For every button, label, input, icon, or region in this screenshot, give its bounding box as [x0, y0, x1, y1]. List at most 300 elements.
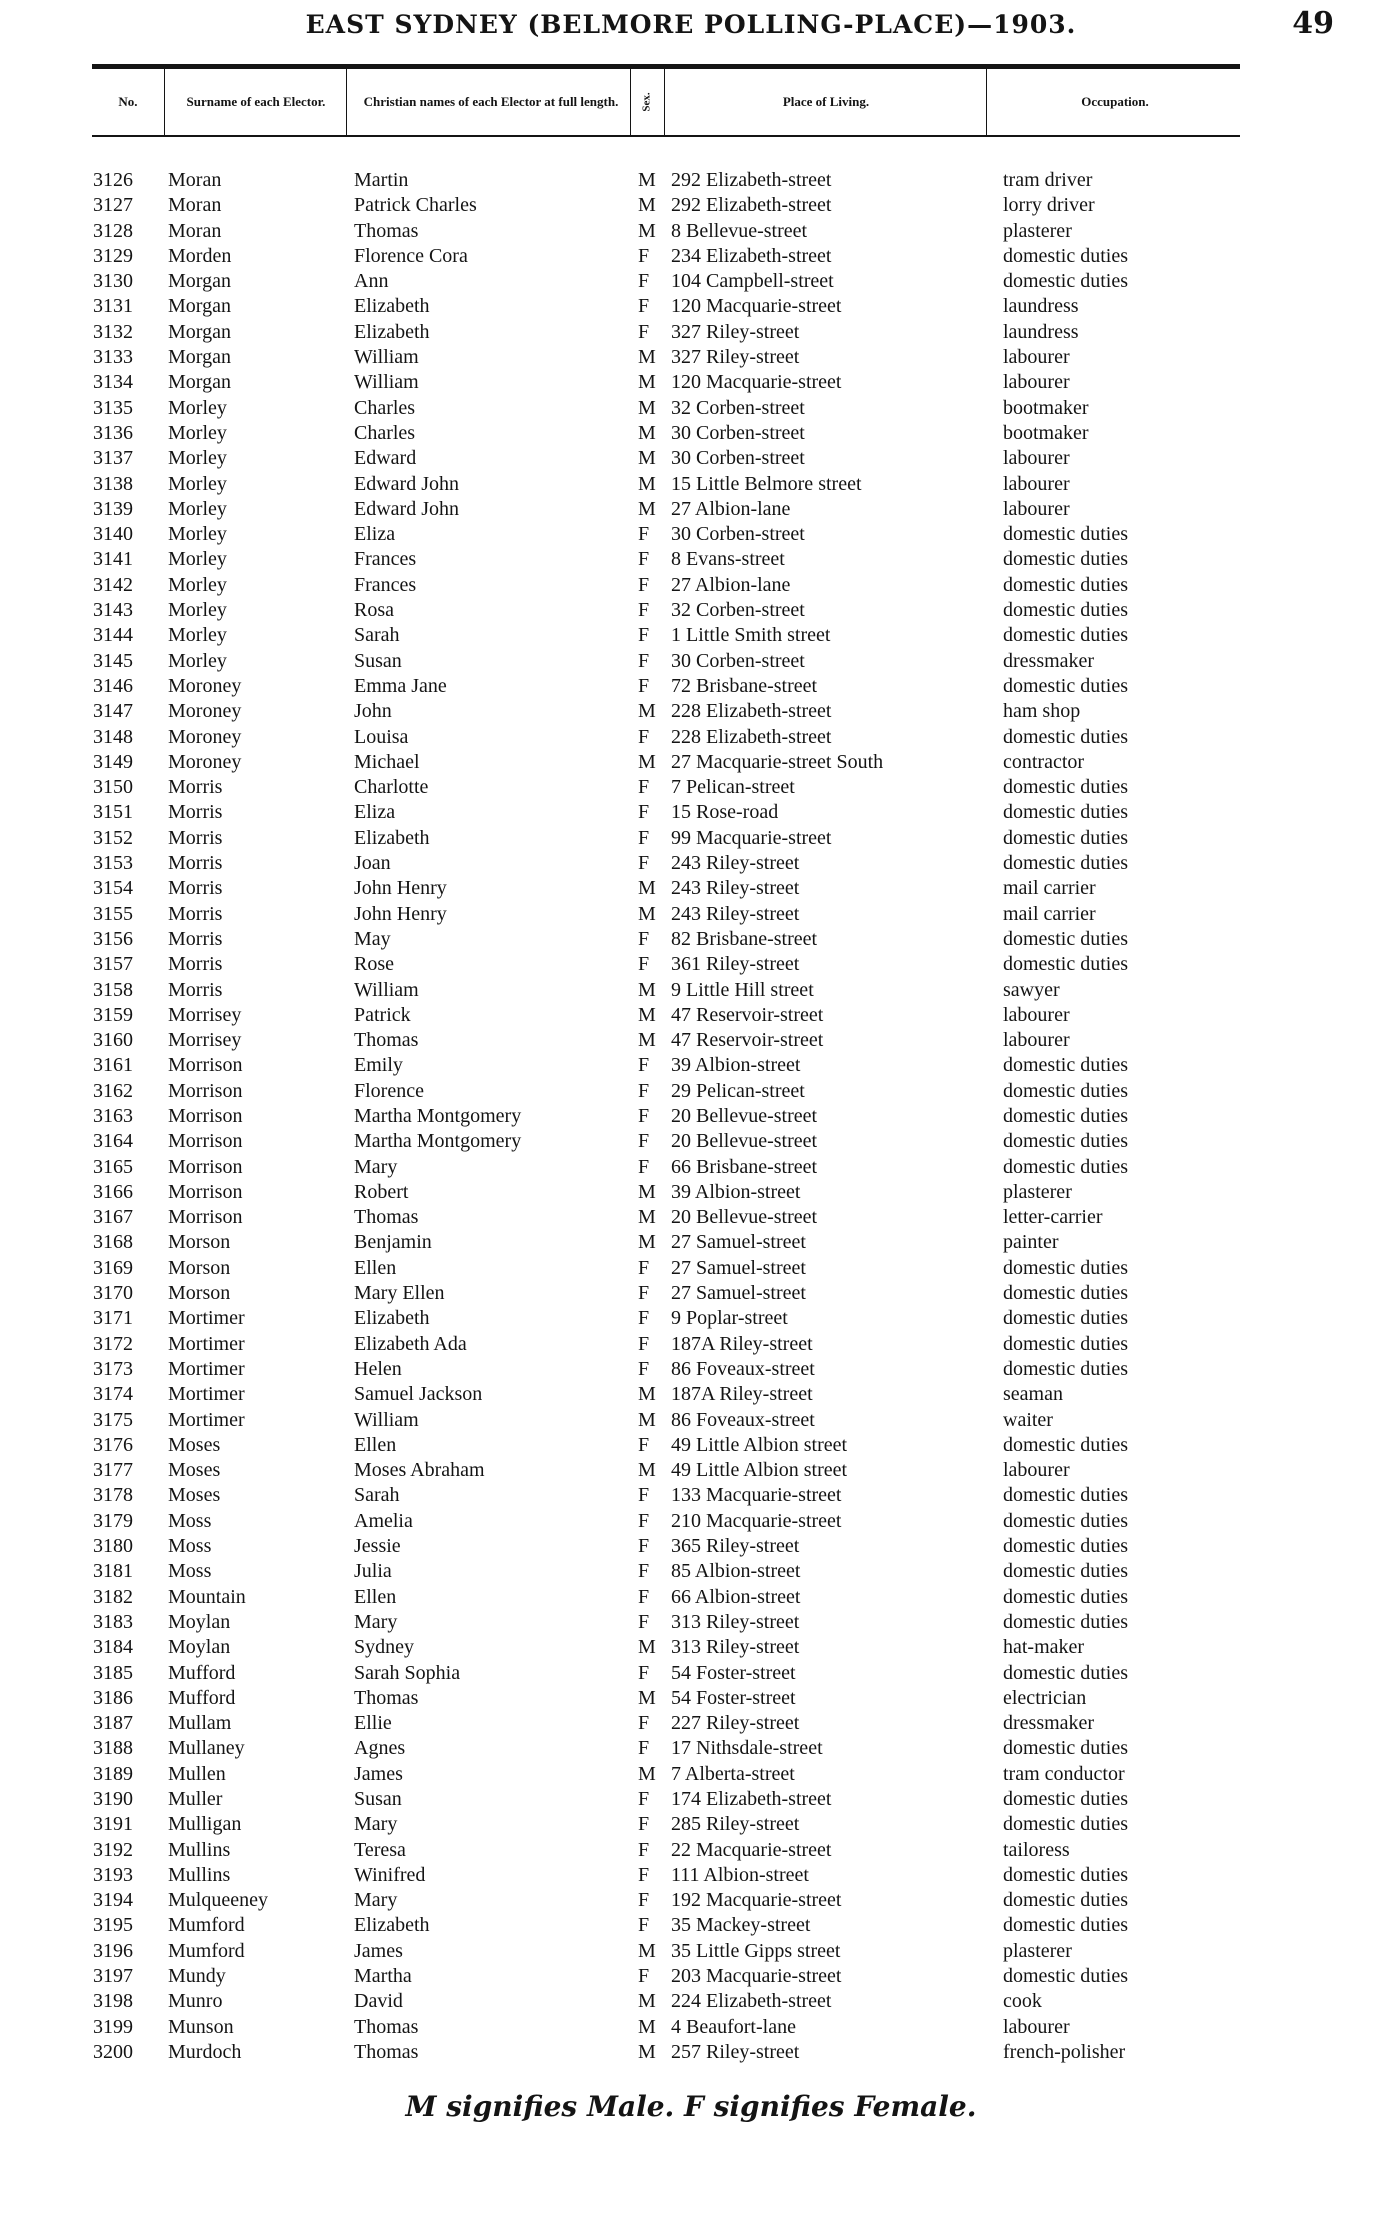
elector-number: 3160: [93, 1029, 133, 1052]
elector-sex: M: [638, 1762, 656, 1785]
table-row: [0, 1863, 1382, 1888]
elector-sex: F: [638, 573, 650, 596]
elector-occupation: dressmaker: [1003, 1712, 1095, 1735]
elector-sex: F: [638, 1332, 650, 1355]
elector-occupation: domestic duties: [1003, 1433, 1128, 1456]
elector-number: 3148: [93, 725, 133, 748]
elector-surname: Mullins: [168, 1838, 231, 1861]
elector-surname: Morrisey: [168, 1029, 242, 1052]
elector-sex: F: [638, 1054, 650, 1077]
elector-number: 3155: [93, 902, 133, 925]
elector-sex: F: [638, 1712, 650, 1735]
elector-surname: Morris: [168, 927, 223, 950]
elector-surname: Moroney: [168, 700, 242, 723]
elector-christian-names: Frances: [354, 548, 417, 571]
elector-number: 3141: [93, 548, 133, 571]
elector-surname: Morson: [168, 1231, 231, 1254]
elector-surname: Morgan: [168, 270, 231, 293]
elector-surname: Mulqueeney: [168, 1889, 268, 1912]
table-row: [0, 1989, 1382, 2014]
elector-sex: F: [638, 1433, 650, 1456]
table-row: [0, 396, 1382, 421]
table-row: [0, 1964, 1382, 1989]
elector-surname: Mullen: [168, 1762, 226, 1785]
elector-christian-names: Ellen: [354, 1433, 397, 1456]
elector-place-of-living: 365 Riley-street: [671, 1535, 800, 1558]
elector-number: 3146: [93, 674, 133, 697]
elector-occupation: laundress: [1003, 320, 1079, 343]
table-row: [0, 1661, 1382, 1686]
elector-place-of-living: 1 Little Smith street: [671, 624, 831, 647]
elector-place-of-living: 285 Riley-street: [671, 1813, 800, 1836]
elector-place-of-living: 27 Albion-lane: [671, 497, 791, 520]
elector-surname: Moroney: [168, 674, 242, 697]
elector-sex: F: [638, 927, 650, 950]
table-row: [0, 1053, 1382, 1078]
elector-occupation: labourer: [1003, 447, 1070, 470]
elector-occupation: domestic duties: [1003, 523, 1128, 546]
elector-surname: Murdoch: [168, 2040, 242, 2063]
table-row: [0, 649, 1382, 674]
elector-christian-names: Thomas: [354, 219, 419, 242]
elector-place-of-living: 361 Riley-street: [671, 953, 800, 976]
table-row: [0, 1458, 1382, 1483]
elector-place-of-living: 39 Albion-street: [671, 1054, 801, 1077]
elector-surname: Morrison: [168, 1206, 243, 1229]
elector-occupation: domestic duties: [1003, 1282, 1128, 1305]
elector-christian-names: Martha Montgomery: [354, 1130, 522, 1153]
elector-occupation: laundress: [1003, 295, 1079, 318]
elector-occupation: labourer: [1003, 1459, 1070, 1482]
elector-number: 3153: [93, 852, 133, 875]
elector-sex: F: [638, 548, 650, 571]
elector-sex: F: [638, 1965, 650, 1988]
elector-surname: Morgan: [168, 295, 231, 318]
elector-number: 3186: [93, 1686, 133, 1709]
elector-sex: F: [638, 1889, 650, 1912]
column-header-place: Place of Living.: [782, 93, 870, 109]
table-row: [0, 1230, 1382, 1255]
table-row: [0, 497, 1382, 522]
elector-occupation: labourer: [1003, 1003, 1070, 1026]
elector-occupation: labourer: [1003, 346, 1070, 369]
elector-sex: M: [638, 902, 656, 925]
table-row: [0, 294, 1382, 319]
elector-place-of-living: 30 Corben-street: [671, 447, 805, 470]
elector-number: 3187: [93, 1712, 133, 1735]
table-row: [0, 1306, 1382, 1331]
elector-number: 3130: [93, 270, 133, 293]
elector-christian-names: Robert: [354, 1180, 409, 1203]
elector-place-of-living: 27 Samuel-street: [671, 1231, 806, 1254]
elector-place-of-living: 20 Bellevue-street: [671, 1130, 818, 1153]
elector-occupation: domestic duties: [1003, 244, 1128, 267]
elector-occupation: hat-maker: [1003, 1636, 1085, 1659]
elector-surname: Morrison: [168, 1104, 243, 1127]
elector-occupation: waiter: [1003, 1408, 1053, 1431]
elector-place-of-living: 86 Foveaux-street: [671, 1408, 815, 1431]
elector-place-of-living: 187A Riley-street: [671, 1383, 813, 1406]
elector-sex: M: [638, 346, 656, 369]
table-row: [0, 1281, 1382, 1306]
elector-occupation: labourer: [1003, 2015, 1070, 2038]
elector-christian-names: Mary: [354, 1610, 398, 1633]
table-row: [0, 1079, 1382, 1104]
elector-surname: Mullins: [168, 1863, 231, 1886]
elector-place-of-living: 54 Foster-street: [671, 1661, 796, 1684]
elector-place-of-living: 228 Elizabeth-street: [671, 700, 832, 723]
elector-surname: Morley: [168, 599, 227, 622]
elector-number: 3198: [93, 1990, 133, 2013]
elector-number: 3181: [93, 1560, 133, 1583]
elector-number: 3180: [93, 1535, 133, 1558]
column-header-no: No.: [118, 93, 138, 109]
table-row: [0, 1913, 1382, 1938]
elector-occupation: domestic duties: [1003, 1737, 1128, 1760]
elector-occupation: domestic duties: [1003, 1054, 1128, 1077]
elector-christian-names: William: [354, 978, 419, 1001]
elector-occupation: domestic duties: [1003, 1610, 1128, 1633]
elector-number: 3163: [93, 1104, 133, 1127]
elector-place-of-living: 243 Riley-street: [671, 852, 800, 875]
elector-sex: F: [638, 1535, 650, 1558]
table-row: [0, 598, 1382, 623]
elector-place-of-living: 54 Foster-street: [671, 1686, 796, 1709]
elector-place-of-living: 9 Poplar-street: [671, 1307, 788, 1330]
elector-christian-names: James: [354, 1939, 403, 1962]
elector-occupation: domestic duties: [1003, 1560, 1128, 1583]
elector-place-of-living: 8 Evans-street: [671, 548, 785, 571]
elector-surname: Moroney: [168, 725, 242, 748]
elector-christian-names: John Henry: [354, 877, 447, 900]
elector-number: 3145: [93, 649, 133, 672]
elector-occupation: domestic duties: [1003, 1104, 1128, 1127]
elector-place-of-living: 327 Riley-street: [671, 346, 800, 369]
table-row: [0, 472, 1382, 497]
elector-occupation: plasterer: [1003, 1180, 1072, 1203]
table-row: [0, 1205, 1382, 1230]
elector-sex: F: [638, 244, 650, 267]
elector-christian-names: Thomas: [354, 1029, 419, 1052]
elector-christian-names: Julia: [354, 1560, 392, 1583]
elector-occupation: contractor: [1003, 750, 1085, 773]
elector-christian-names: Elizabeth: [354, 295, 430, 318]
elector-occupation: domestic duties: [1003, 1484, 1128, 1507]
sex-legend: M signifies Male. F signifies Female.: [405, 2090, 977, 2123]
page-number: 49: [1292, 6, 1334, 41]
elector-christian-names: Sydney: [354, 1636, 414, 1659]
elector-place-of-living: 66 Albion-street: [671, 1585, 801, 1608]
elector-christian-names: James: [354, 1762, 403, 1785]
elector-number: 3159: [93, 1003, 133, 1026]
elector-occupation: painter: [1003, 1231, 1059, 1254]
elector-place-of-living: 9 Little Hill street: [671, 978, 814, 1001]
elector-sex: F: [638, 1509, 650, 1532]
table-row: [0, 2015, 1382, 2040]
elector-number: 3140: [93, 523, 133, 546]
table-row: [0, 1332, 1382, 1357]
elector-sex: M: [638, 421, 656, 444]
elector-occupation: plasterer: [1003, 219, 1072, 242]
elector-occupation: domestic duties: [1003, 1889, 1128, 1912]
elector-place-of-living: 49 Little Albion street: [671, 1459, 848, 1482]
elector-sex: M: [638, 1939, 656, 1962]
elector-christian-names: Ellen: [354, 1585, 397, 1608]
elector-sex: F: [638, 826, 650, 849]
elector-number: 3132: [93, 320, 133, 343]
elector-christian-names: Teresa: [354, 1838, 406, 1861]
elector-place-of-living: 66 Brisbane-street: [671, 1155, 818, 1178]
elector-number: 3139: [93, 497, 133, 520]
elector-surname: Morley: [168, 396, 227, 419]
table-row: [0, 269, 1382, 294]
elector-occupation: domestic duties: [1003, 674, 1128, 697]
elector-number: 3178: [93, 1484, 133, 1507]
elector-occupation: dressmaker: [1003, 649, 1095, 672]
table-row: [0, 978, 1382, 1003]
elector-number: 3147: [93, 700, 133, 723]
elector-surname: Morley: [168, 523, 227, 546]
elector-christian-names: Emily: [354, 1054, 403, 1077]
elector-number: 3135: [93, 396, 133, 419]
elector-surname: Morris: [168, 826, 223, 849]
elector-sex: F: [638, 1788, 650, 1810]
elector-surname: Mulligan: [168, 1813, 242, 1836]
elector-christian-names: Martha Montgomery: [354, 1104, 522, 1127]
elector-number: 3134: [93, 371, 133, 394]
elector-place-of-living: 27 Samuel-street: [671, 1282, 806, 1305]
elector-number: 3142: [93, 573, 133, 596]
elector-sex: M: [638, 1206, 656, 1229]
elector-number: 3199: [93, 2015, 133, 2038]
elector-christian-names: Charles: [354, 396, 416, 419]
elector-christian-names: Agnes: [354, 1737, 406, 1760]
elector-place-of-living: 133 Macquarie-street: [671, 1484, 842, 1507]
elector-occupation: domestic duties: [1003, 1357, 1128, 1380]
elector-sex: F: [638, 295, 650, 318]
elector-surname: Morris: [168, 776, 223, 799]
elector-sex: M: [638, 169, 656, 191]
table-row: [0, 1610, 1382, 1635]
elector-number: 3138: [93, 472, 133, 495]
elector-number: 3195: [93, 1914, 133, 1937]
table-row: [0, 876, 1382, 901]
elector-sex: F: [638, 649, 650, 672]
elector-sex: F: [638, 1914, 650, 1937]
elector-sex: F: [638, 725, 650, 748]
elector-place-of-living: 27 Macquarie-street South: [671, 750, 884, 773]
table-row: [0, 851, 1382, 876]
elector-place-of-living: 243 Riley-street: [671, 877, 800, 900]
elector-surname: Morrison: [168, 1155, 243, 1178]
column-header-sex-cell: [632, 68, 662, 135]
elector-place-of-living: 192 Macquarie-street: [671, 1889, 842, 1912]
elector-occupation: domestic duties: [1003, 573, 1128, 596]
elector-christian-names: Elizabeth: [354, 1914, 430, 1937]
elector-surname: Mullam: [168, 1712, 232, 1735]
elector-place-of-living: 203 Macquarie-street: [671, 1965, 842, 1988]
elector-surname: Mundy: [168, 1965, 226, 1988]
table-row: [0, 1534, 1382, 1559]
table-row: [0, 902, 1382, 927]
elector-christian-names: Jessie: [354, 1535, 401, 1558]
elector-christian-names: Florence Cora: [354, 244, 468, 267]
table-row: [0, 1812, 1382, 1837]
elector-place-of-living: 20 Bellevue-street: [671, 1104, 818, 1127]
table-row: [0, 927, 1382, 952]
elector-christian-names: Joan: [354, 852, 391, 875]
elector-occupation: domestic duties: [1003, 1863, 1128, 1886]
elector-sex: M: [638, 1990, 656, 2013]
elector-sex: F: [638, 270, 650, 293]
elector-christian-names: Elizabeth: [354, 1307, 430, 1330]
elector-place-of-living: 7 Alberta-street: [671, 1762, 795, 1785]
elector-sex: M: [638, 447, 656, 470]
elector-place-of-living: 243 Riley-street: [671, 902, 800, 925]
table-row: [0, 547, 1382, 572]
elector-occupation: tram driver: [1003, 169, 1093, 191]
table-row: [0, 1408, 1382, 1433]
elector-surname: Morley: [168, 421, 227, 444]
elector-number: 3175: [93, 1408, 133, 1431]
elector-occupation: domestic duties: [1003, 1256, 1128, 1279]
elector-number: 3156: [93, 927, 133, 950]
elector-occupation: labourer: [1003, 472, 1070, 495]
elector-sex: M: [638, 1408, 656, 1431]
table-row: [0, 370, 1382, 395]
elector-christian-names: William: [354, 1408, 419, 1431]
table-row: [0, 168, 1382, 193]
elector-christian-names: Thomas: [354, 1206, 419, 1229]
elector-surname: Moss: [168, 1560, 212, 1583]
table-row: [0, 674, 1382, 699]
elector-place-of-living: 49 Little Albion street: [671, 1433, 848, 1456]
elector-place-of-living: 210 Macquarie-street: [671, 1509, 842, 1532]
elector-number: 3161: [93, 1054, 133, 1077]
table-row: [0, 421, 1382, 446]
elector-occupation: domestic duties: [1003, 1332, 1128, 1355]
elector-place-of-living: 35 Little Gipps street: [671, 1939, 841, 1962]
elector-sex: F: [638, 801, 650, 824]
elector-place-of-living: 313 Riley-street: [671, 1610, 800, 1633]
elector-place-of-living: 111 Albion-street: [671, 1863, 809, 1886]
elector-occupation: domestic duties: [1003, 599, 1128, 622]
column-header-sex: Sex.: [641, 91, 653, 112]
elector-surname: Morris: [168, 978, 223, 1001]
elector-sex: F: [638, 1737, 650, 1760]
elector-place-of-living: 72 Brisbane-street: [671, 674, 818, 697]
elector-christian-names: Michael: [354, 750, 420, 773]
elector-surname: Morley: [168, 497, 227, 520]
elector-sex: F: [638, 1357, 650, 1380]
elector-christian-names: Eliza: [354, 523, 396, 546]
elector-christian-names: Amelia: [354, 1509, 413, 1532]
elector-place-of-living: 327 Riley-street: [671, 320, 800, 343]
elector-place-of-living: 35 Mackey-street: [671, 1914, 811, 1937]
elector-number: 3154: [93, 877, 133, 900]
column-separator: [986, 68, 987, 135]
elector-christian-names: Elizabeth: [354, 320, 430, 343]
elector-number: 3150: [93, 776, 133, 799]
elector-surname: Munson: [168, 2015, 234, 2038]
elector-sex: M: [638, 1383, 656, 1406]
elector-christian-names: Helen: [354, 1357, 402, 1380]
elector-number: 3176: [93, 1433, 133, 1456]
elector-place-of-living: 30 Corben-street: [671, 649, 805, 672]
table-row: [0, 1003, 1382, 1028]
column-header-surname: Surname of each Elector.: [186, 93, 326, 109]
elector-occupation: domestic duties: [1003, 1788, 1128, 1810]
elector-christian-names: Edward John: [354, 472, 459, 495]
elector-place-of-living: 85 Albion-street: [671, 1560, 801, 1583]
elector-number: 3131: [93, 295, 133, 318]
elector-number: 3196: [93, 1939, 133, 1962]
table-row: [0, 1155, 1382, 1180]
table-row: [0, 1357, 1382, 1382]
elector-surname: Mumford: [168, 1914, 245, 1937]
elector-surname: Mufford: [168, 1661, 236, 1684]
elector-occupation: cook: [1003, 1990, 1042, 2013]
table-row: [0, 193, 1382, 218]
elector-christian-names: Susan: [354, 1788, 402, 1810]
elector-surname: Morson: [168, 1256, 231, 1279]
elector-sex: F: [638, 776, 650, 799]
table-row: [0, 1433, 1382, 1458]
elector-surname: Mortimer: [168, 1383, 245, 1406]
elector-number: 3144: [93, 624, 133, 647]
elector-christian-names: Thomas: [354, 1686, 419, 1709]
elector-number: 3177: [93, 1459, 133, 1482]
elector-sex: F: [638, 1863, 650, 1886]
elector-christian-names: Sarah: [354, 624, 400, 647]
elector-sex: M: [638, 700, 656, 723]
elector-occupation: tailoress: [1003, 1838, 1070, 1861]
elector-christian-names: Ellie: [354, 1712, 392, 1735]
elector-number: 3191: [93, 1813, 133, 1836]
elector-surname: Mullaney: [168, 1737, 245, 1760]
elector-surname: Morris: [168, 953, 223, 976]
table-row: [0, 699, 1382, 724]
elector-christian-names: Patrick Charles: [354, 194, 477, 217]
elector-sex: F: [638, 674, 650, 697]
elector-christian-names: Rosa: [354, 599, 394, 622]
elector-christian-names: Frances: [354, 573, 417, 596]
elector-surname: Morley: [168, 472, 227, 495]
header-rule-bottom: [92, 135, 1240, 137]
elector-sex: M: [638, 194, 656, 217]
elector-number: 3167: [93, 1206, 133, 1229]
elector-sex: F: [638, 523, 650, 546]
elector-occupation: domestic duties: [1003, 1585, 1128, 1608]
elector-surname: Moran: [168, 169, 222, 191]
elector-surname: Morgan: [168, 346, 231, 369]
table-row: [0, 1736, 1382, 1761]
table-row: [0, 320, 1382, 345]
elector-occupation: letter-carrier: [1003, 1206, 1103, 1229]
table-row: [0, 1509, 1382, 1534]
elector-sex: F: [638, 624, 650, 647]
elector-number: 3126: [93, 169, 133, 191]
elector-surname: Morris: [168, 801, 223, 824]
elector-surname: Moses: [168, 1459, 221, 1482]
elector-christian-names: Rose: [354, 953, 394, 976]
table-row: [0, 1180, 1382, 1205]
column-header-christian: Christian names of each Elector at full length.: [363, 93, 619, 109]
elector-surname: Morris: [168, 902, 223, 925]
elector-occupation: domestic duties: [1003, 826, 1128, 849]
elector-christian-names: John Henry: [354, 902, 447, 925]
elector-sex: F: [638, 1610, 650, 1633]
